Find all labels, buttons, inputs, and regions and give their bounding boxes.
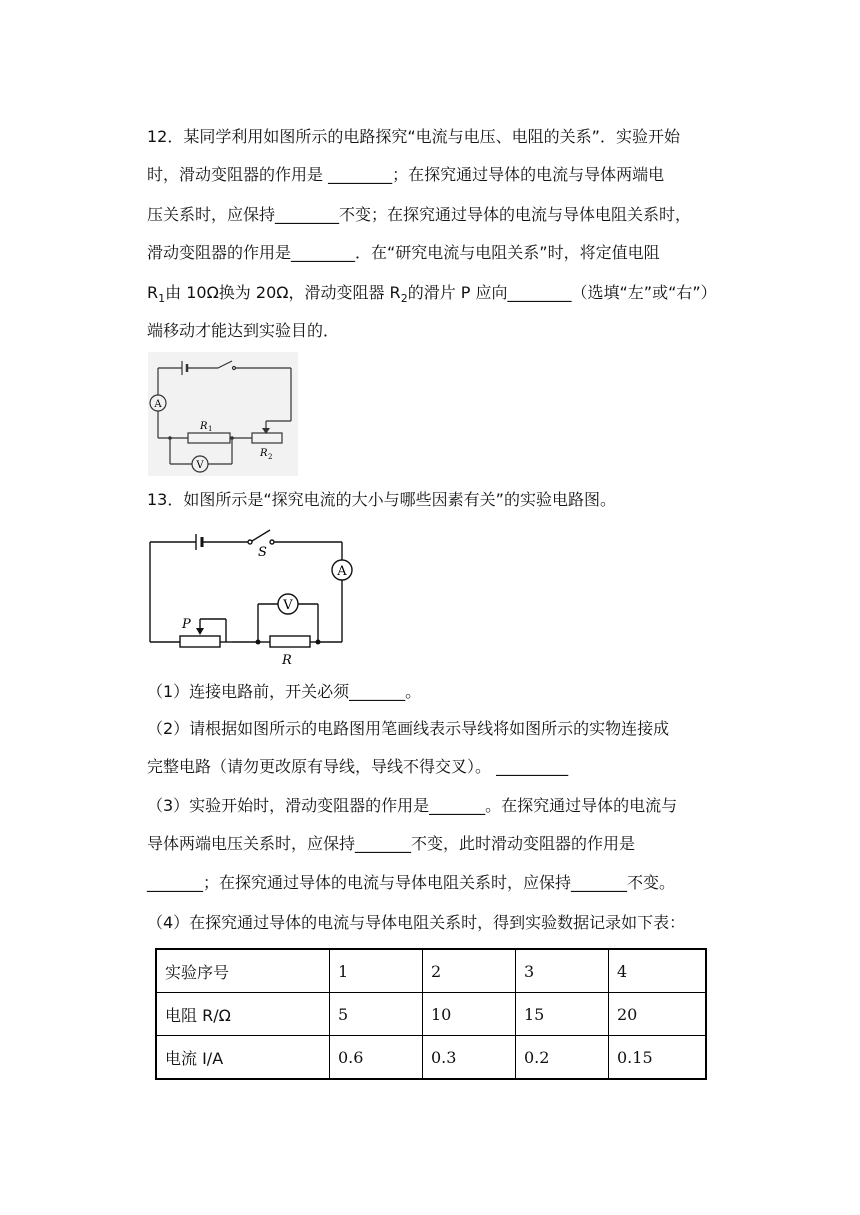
q13-part-2-line-2: 完整电路（请勿更改原有导线，导线不得交叉）。 _________ <box>147 757 569 776</box>
table-row <box>156 993 706 1036</box>
q13-title: 13．如图所示是“探究电流的大小与哪些因素有关”的实验电路图。 <box>147 490 616 509</box>
voltmeter-label: V <box>283 598 293 613</box>
resistor-label: R <box>282 653 292 668</box>
table-cell: 3 <box>516 949 609 993</box>
q12-line-4: 滑动变阻器的作用是________．在“研究电流与电阻关系”时，将定值电阻 <box>147 243 660 262</box>
table-cell: 0.3 <box>423 1036 516 1080</box>
table-cell: 20 <box>609 993 707 1036</box>
q12-line-3: 压关系时，应保持________不变；在探究通过导体的电流与导体电阻关系时， <box>147 205 692 224</box>
resistor-r <box>270 636 310 647</box>
switch-label: S <box>258 545 267 560</box>
table-cell: 2 <box>423 949 516 993</box>
q12-line-5-tail: 的滑片 P 应向________（选填“左”或“右”） <box>407 283 717 302</box>
table-cell: 5 <box>330 993 423 1036</box>
ammeter-label: A <box>337 564 347 579</box>
q12-r1-label: R <box>147 283 159 302</box>
q12-line-5-mid: 由 10Ω换为 20Ω，滑动变阻器 R <box>165 283 401 302</box>
table-cell: 0.6 <box>330 1036 423 1080</box>
table-cell: 1 <box>330 949 423 993</box>
q13-part-1: （1）连接电路前，开关必须_______。 <box>147 682 422 701</box>
q13-part-2-line-1: （2）请根据如图所示的电路图用笔画线表示导线将如图所示的实物连接成 <box>147 719 670 738</box>
q12-line-1: 12．某同学利用如图所示的电路探究“电流与电压、电阻的关系”．实验开始 <box>147 127 680 146</box>
table-cell: 电流 I/A <box>156 1036 330 1080</box>
table-row <box>156 949 706 993</box>
table-cell: 0.2 <box>516 1036 609 1080</box>
table-cell: 10 <box>423 993 516 1036</box>
q13-part-3-line-1: （3）实验开始时，滑动变阻器的作用是_______。在探究通过导体的电流与 <box>147 796 678 815</box>
table-row <box>156 1036 706 1080</box>
table-cell: 电阻 R/Ω <box>156 993 330 1036</box>
slider-label: P <box>182 617 191 632</box>
voltmeter-label: V <box>196 460 204 471</box>
q13-circuit-diagram <box>146 524 358 670</box>
q13-part-4: （4）在探究通过导体的电流与导体电阻关系时，得到实验数据记录如下表： <box>147 913 686 932</box>
q12-line-6: 端移动才能达到实验目的． <box>147 321 340 340</box>
data-table <box>155 948 707 1080</box>
table-cell: 实验序号 <box>156 949 330 993</box>
q12-r2-subscript: 2 <box>400 292 408 305</box>
ammeter-label: A <box>154 399 162 410</box>
q12-line-2: 时，滑动变阻器的作用是 ________；在探究通过导体的电流与导体两端电 <box>147 165 665 184</box>
q12-r1-subscript: 1 <box>158 292 166 305</box>
r2-subscript: 2 <box>268 453 273 461</box>
r1-subscript: 1 <box>208 425 213 433</box>
table-cell: 15 <box>516 993 609 1036</box>
r1-label: R <box>200 421 208 432</box>
rheostat <box>180 636 220 647</box>
q12-circuit-diagram <box>148 352 298 476</box>
table-cell: 4 <box>609 949 707 993</box>
q13-part-3-line-3: _______；在探究通过导体的电流与导体电阻关系时，应保持_______不变。 <box>147 873 676 892</box>
table-cell: 0.15 <box>609 1036 707 1080</box>
r2-label: R <box>260 448 268 459</box>
q12-line-5 <box>147 283 717 305</box>
q13-part-3-line-2: 导体两端电压关系时，应保持_______不变，此时滑动变阻器的作用是 <box>147 834 636 853</box>
